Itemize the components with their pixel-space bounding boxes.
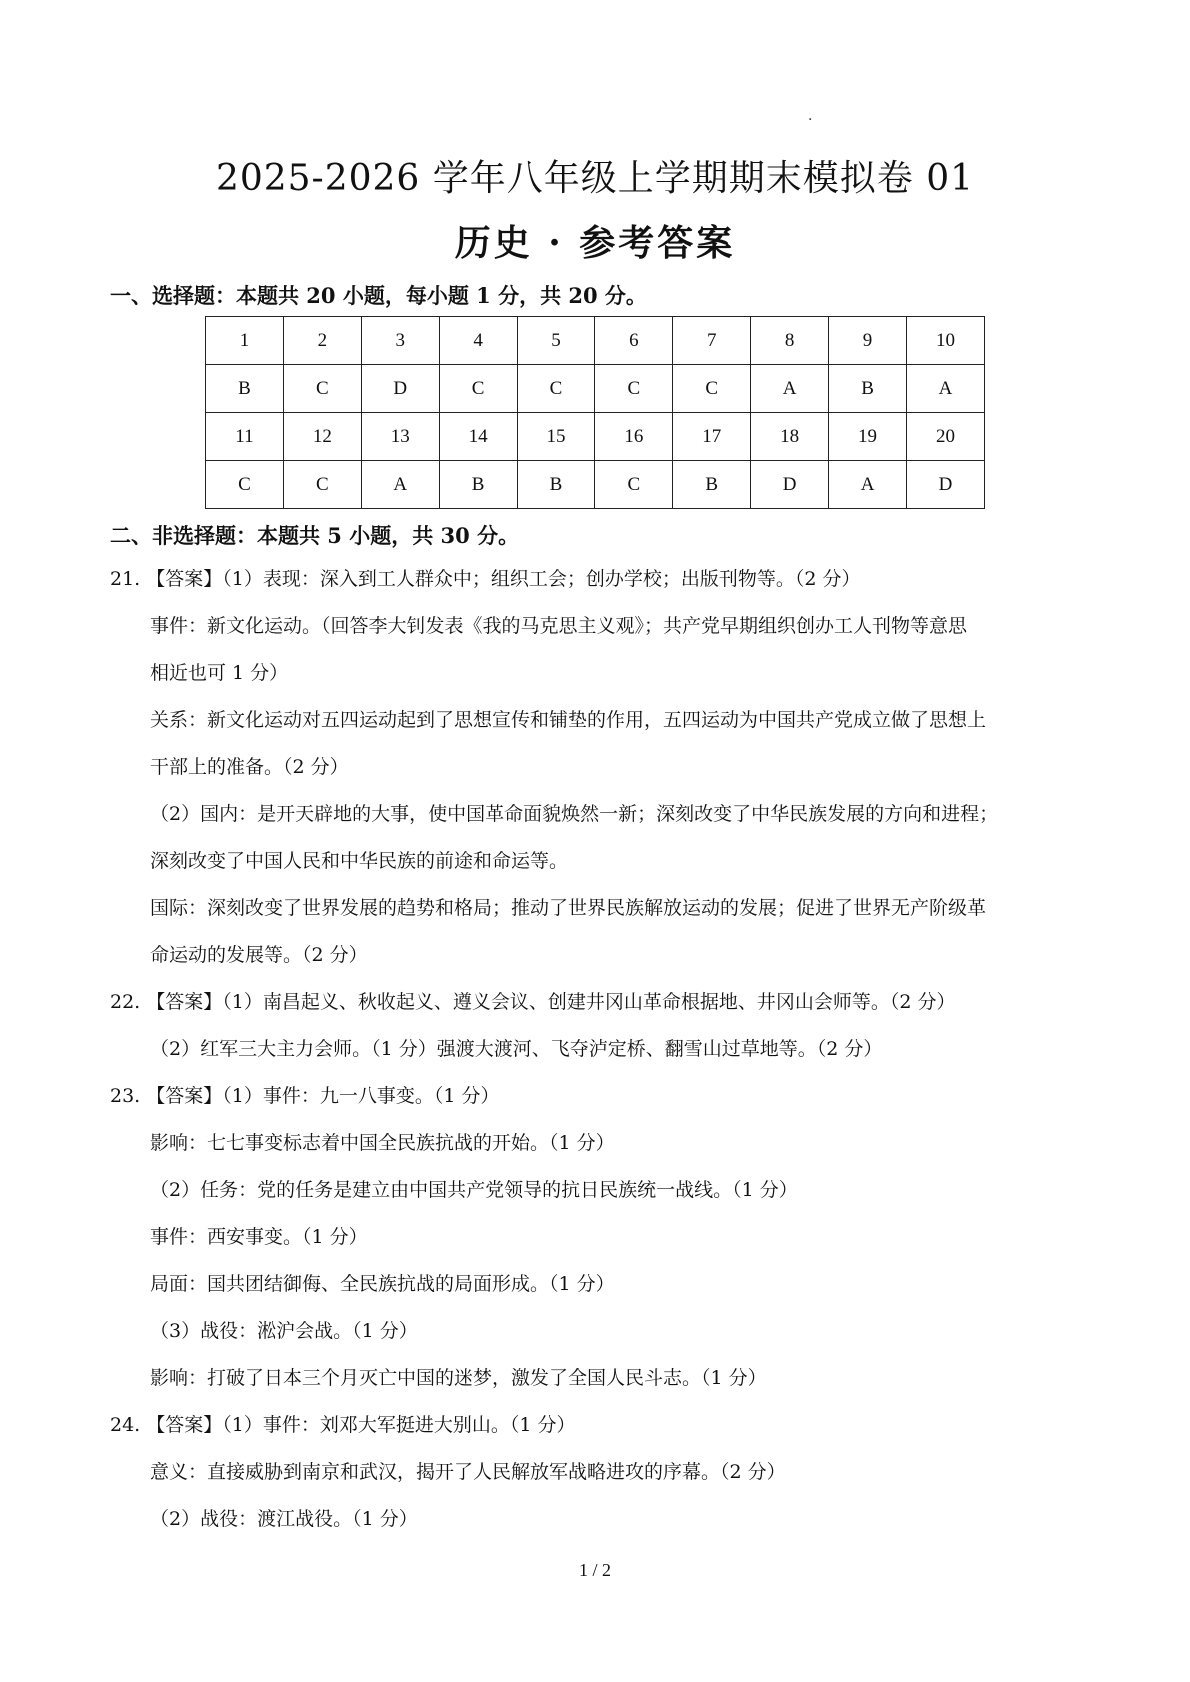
q23-line-7: 影响：打破了日本三个月灭亡中国的迷梦，激发了全国人民斗志。（1 分） bbox=[150, 1367, 767, 1389]
answer-cell: 20 bbox=[907, 413, 985, 461]
answer-cell: 6 bbox=[595, 317, 673, 365]
answer-cell: 16 bbox=[595, 413, 673, 461]
answer-table-row bbox=[206, 317, 985, 365]
q22-line-2: （2）红军三大主力会师。（1 分）强渡大渡河、飞夺泸定桥、翻雪山过草地等。（2 分） bbox=[150, 1038, 883, 1060]
answer-cell: C bbox=[206, 461, 284, 509]
answer-cell: 10 bbox=[907, 317, 985, 365]
answer-cell: A bbox=[361, 461, 439, 509]
answer-cell: D bbox=[361, 365, 439, 413]
answer-cell: C bbox=[595, 365, 673, 413]
answer-table-row bbox=[206, 461, 985, 509]
top-dot: · bbox=[808, 112, 813, 128]
page-number: 1 / 2 bbox=[578, 1560, 611, 1580]
q21-line-5: 干部上的准备。（2 分） bbox=[150, 756, 349, 778]
answer-cell: 12 bbox=[283, 413, 361, 461]
q23-line-5: 局面：国共团结御侮、全民族抗战的局面形成。（1 分） bbox=[150, 1273, 615, 1295]
answer-cell: B bbox=[206, 365, 284, 413]
answer-table-row bbox=[206, 413, 985, 461]
answer-cell: 14 bbox=[439, 413, 517, 461]
answer-cell: 11 bbox=[206, 413, 284, 461]
answer-cell: 18 bbox=[751, 413, 829, 461]
q22-line-1: 22. 【答案】（1）南昌起义、秋收起义、遵义会议、创建井冈山革命根据地、井冈山会师等。（2 分） bbox=[110, 991, 956, 1013]
answer-cell: C bbox=[283, 365, 361, 413]
answer-cell: D bbox=[907, 461, 985, 509]
answer-cell: D bbox=[751, 461, 829, 509]
section2-heading: 二、非选择题：本题共 5 小题，共 30 分。 bbox=[110, 523, 520, 548]
answer-cell: C bbox=[283, 461, 361, 509]
answer-table-row bbox=[206, 365, 985, 413]
answer-cell: 5 bbox=[517, 317, 595, 365]
answer-cell: C bbox=[517, 365, 595, 413]
q24-line-3: （2）战役：渡江战役。（1 分） bbox=[150, 1508, 418, 1530]
q23-line-6: （3）战役：淞沪会战。（1 分） bbox=[150, 1320, 418, 1342]
q21-line-7: 深刻改变了中国人民和中华民族的前途和命运等。 bbox=[150, 850, 569, 872]
answer-cell: 1 bbox=[206, 317, 284, 365]
answer-cell: 9 bbox=[829, 317, 907, 365]
exam-subtitle: 历史 · 参考答案 bbox=[454, 222, 736, 264]
q21-line-9: 命运动的发展等。（2 分） bbox=[150, 944, 368, 966]
answer-cell: A bbox=[751, 365, 829, 413]
answer-cell: A bbox=[907, 365, 985, 413]
answer-cell: B bbox=[517, 461, 595, 509]
answer-cell: 19 bbox=[829, 413, 907, 461]
answer-cell: 13 bbox=[361, 413, 439, 461]
q23-line-4: 事件：西安事变。（1 分） bbox=[150, 1226, 368, 1248]
q24-line-2: 意义：直接威胁到南京和武汉，揭开了人民解放军战略进攻的序幕。（2 分） bbox=[150, 1461, 786, 1483]
q21-line-6: （2）国内：是开天辟地的大事，使中国革命面貌焕然一新；深刻改变了中华民族发展的方向和进程； bbox=[150, 803, 999, 825]
answer-cell: C bbox=[595, 461, 673, 509]
q21-line-4: 关系：新文化运动对五四运动起到了思想宣传和铺垫的作用，五四运动为中国共产党成立做了思想上 bbox=[150, 709, 987, 731]
answer-cell: B bbox=[829, 365, 907, 413]
q21-line-2: 事件：新文化运动。（回答李大钊发表《我的马克思主义观》；共产党早期组织创办工人刊物等意思 bbox=[150, 615, 968, 637]
answer-cell: 7 bbox=[673, 317, 751, 365]
section1-heading: 一、选择题：本题共 20 小题，每小题 1 分，共 20 分。 bbox=[110, 283, 647, 308]
answer-cell: 4 bbox=[439, 317, 517, 365]
answer-cell: 2 bbox=[283, 317, 361, 365]
answer-cell: C bbox=[439, 365, 517, 413]
q23-line-2: 影响：七七事变标志着中国全民族抗战的开始。（1 分） bbox=[150, 1132, 615, 1154]
answer-cell: B bbox=[673, 461, 751, 509]
answer-cell: 17 bbox=[673, 413, 751, 461]
answer-cell: B bbox=[439, 461, 517, 509]
q23-line-1: 23. 【答案】（1）事件：九一八事变。（1 分） bbox=[110, 1085, 500, 1107]
q21-line-1: 21. 【答案】（1）表现：深入到工人群众中；组织工会；创办学校；出版刊物等。（2 分） bbox=[110, 568, 861, 590]
answer-cell: 8 bbox=[751, 317, 829, 365]
answer-cell: 3 bbox=[361, 317, 439, 365]
q21-line-3: 相近也可 1 分） bbox=[150, 662, 289, 684]
q24-line-1: 24. 【答案】（1）事件：刘邓大军挺进大别山。（1 分） bbox=[110, 1414, 576, 1436]
answer-cell: C bbox=[673, 365, 751, 413]
answer-table bbox=[205, 316, 985, 509]
q21-line-8: 国际：深刻改变了世界发展的趋势和格局；推动了世界民族解放运动的发展；促进了世界无产阶级革 bbox=[150, 897, 987, 919]
exam-title: 2025-2026 学年八年级上学期期末模拟卷 01 bbox=[215, 158, 975, 199]
answer-cell: A bbox=[829, 461, 907, 509]
q23-line-3: （2）任务：党的任务是建立由中国共产党领导的抗日民族统一战线。（1 分） bbox=[150, 1179, 798, 1201]
answer-cell: 15 bbox=[517, 413, 595, 461]
